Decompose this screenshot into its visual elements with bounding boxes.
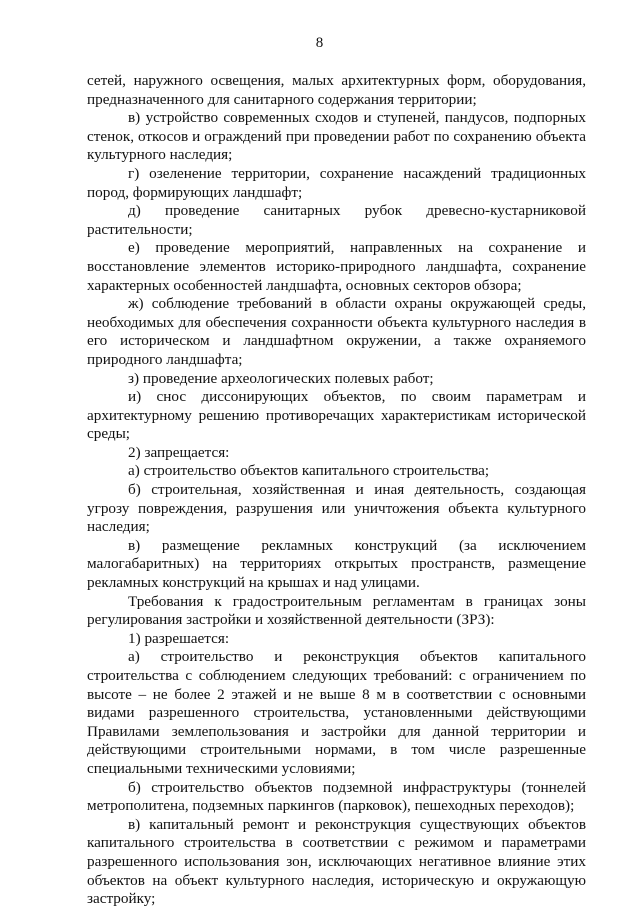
paragraph: в) капитальный ремонт и реконструкция существующих объектов капитального строительства в соответствии с режимом и параметрами разрешенного использования зон, исключающих негативное влияние этих объектов на объект культурного наследия, историческую и окружающую застройку; xyxy=(87,815,586,908)
paragraph: б) строительная, хозяйственная и иная деятельность, создающая угрозу повреждения, разрушения или уничтожения объекта культурного наследия; xyxy=(87,481,586,536)
paragraph: Требования к градостроительным регламентам в границах зоны регулирования застройки и хозяйственной деятельности (ЗРЗ): xyxy=(87,592,586,629)
paragraph: а) строительство и реконструкция объектов капитального строительства с соблюдением следующих требований: с ограничением по высоте – не более 2 этажей и не выше 8 м в соответствии с основными видами разрешенного строительства, установленными действующими Правилами землепользования и застройки для данной территории и действующими строительными нормами, в том числе разрешенные специальными техническими условиями; xyxy=(87,648,586,777)
paragraph: д) проведение санитарных рубок древесно-кустарниковой растительности; xyxy=(87,202,586,238)
page-number: 8 xyxy=(315,35,324,51)
paragraph: 2) запрещается: xyxy=(128,443,230,461)
paragraph: в) размещение рекламных конструкций (за исключением малогабаритных) на территориях открытых пространств, размещение рекламных конструкций на крышах и над улицами. xyxy=(87,536,586,592)
paragraph: и) снос диссонирующих объектов, по своим параметрам и архитектурному решению противоречащих характеристикам исторической среды; xyxy=(87,388,586,443)
paragraph: в) устройство современных сходов и ступеней, пандусов, подпорных стенок, откосов и ограждений при проведении работ по сохранению объекта культурного наследия; xyxy=(87,109,586,164)
paragraph: з) проведение археологических полевых работ; xyxy=(128,369,434,387)
paragraph: сетей, наружного освещения, малых архитектурных форм, оборудования, предназначенного для санитарного содержания территории; xyxy=(87,72,586,108)
paragraph: а) строительство объектов капитального строительства; xyxy=(128,462,490,480)
paragraph: г) озеленение территории, сохранение насаждений традиционных пород, формирующих ландшафт; xyxy=(87,164,586,201)
document-body xyxy=(87,72,586,909)
paragraph: ж) соблюдение требований в области охраны окружающей среды, необходимых для обеспечения сохранности объекта культурного наследия в его историческом и ландшафтном окружении, а также охраняемого природного ландшафта; xyxy=(87,295,586,368)
paragraph: б) строительство объектов подземной инфраструктуры (тоннелей метрополитена, подземных паркингов (парковок), пешеходных переходов); xyxy=(87,778,586,815)
paragraph: 1) разрешается: xyxy=(128,629,230,647)
paragraph: е) проведение мероприятий, направленных на сохранение и восстановление элементов историко-природного ландшафта, сохранение характерных особенностей ландшафта, основных секторов обзора; xyxy=(87,239,586,294)
